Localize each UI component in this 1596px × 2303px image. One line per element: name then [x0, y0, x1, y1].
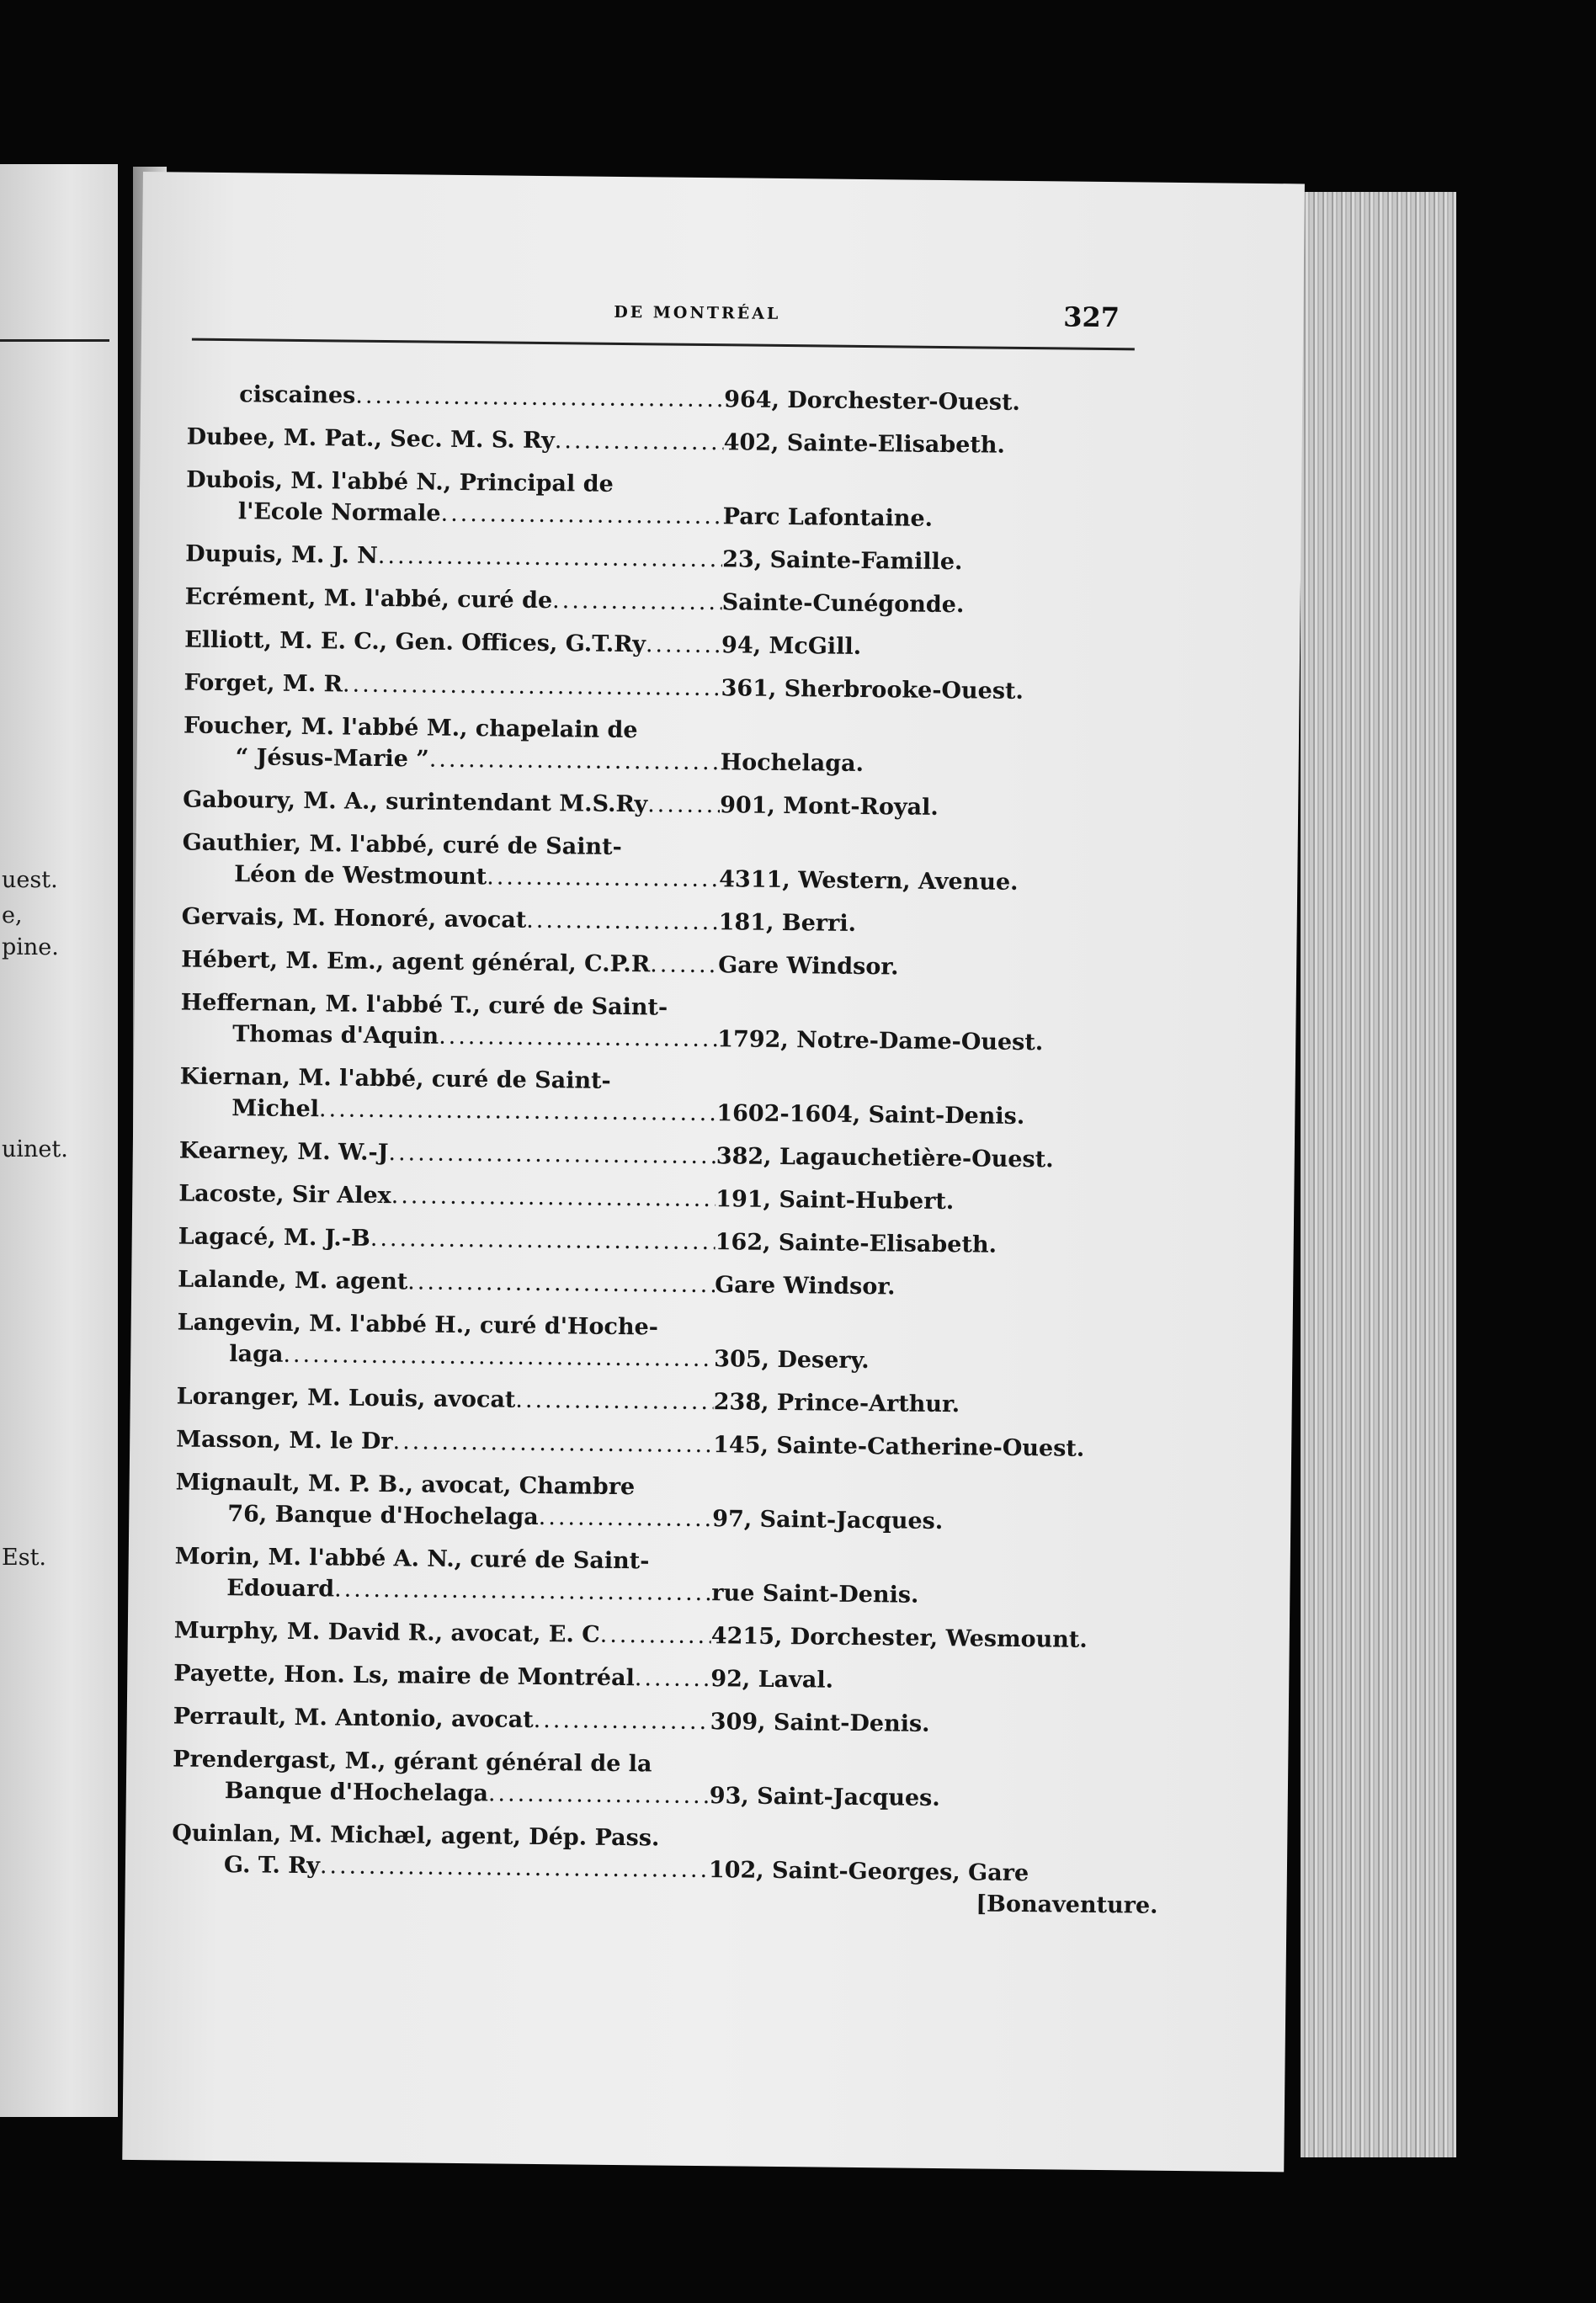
directory-entry [178, 1178, 1172, 1220]
dot-leader [526, 905, 719, 938]
dot-leader [539, 1502, 713, 1534]
entry-lead [185, 539, 722, 576]
entry-name: Lagacé, M. J.-B [178, 1223, 370, 1252]
entry-lead [174, 1614, 711, 1651]
entry-address: Gare Windsor. [715, 1272, 896, 1300]
entry-lead [178, 1178, 716, 1215]
left-page-text: uinet. [2, 1136, 68, 1162]
entry-address: 964, Dorchester-Ouest. [724, 386, 1021, 416]
entry-name: Edouard [226, 1575, 335, 1603]
directory-entry [179, 1136, 1173, 1177]
directory-entry [184, 667, 1177, 709]
entry-name: Kearney, M. W.-J [178, 1137, 389, 1167]
entry-address: 1792, Notre-Dame-Ouest. [717, 1026, 1044, 1056]
directory-entry [173, 1657, 1167, 1699]
directory-entry [179, 1061, 1173, 1134]
entry-lead [175, 1497, 712, 1534]
dot-leader [515, 1385, 714, 1417]
entry-name: Hébert, M. Em., agent général, C.P.R [181, 946, 651, 978]
dot-leader [647, 789, 720, 821]
entry-address: 901, Mont-Royal. [719, 792, 939, 821]
entry-name: l'Ecole Normale [237, 498, 441, 527]
entry-address: 361, Sherbrooke-Ouest. [721, 675, 1024, 705]
entry-name: Masson, M. le Dr [176, 1426, 393, 1455]
entry-address: 94, McGill. [721, 632, 862, 660]
entry-name-line: Gauthier, M. l'abbé, curé de Saint- [182, 829, 622, 860]
entry-address: rue Saint-Denis. [711, 1580, 919, 1609]
page-stack-edge [1301, 192, 1456, 2157]
entry-lead [173, 1657, 710, 1694]
entry-address: 402, Sainte-Elisabeth. [723, 429, 1006, 459]
entry-name: Loranger, M. Louis, avocat [176, 1383, 516, 1413]
dot-leader [392, 1426, 713, 1460]
left-page-fragment [0, 164, 118, 2117]
entry-address: 145, Sainte-Catherine-Ouest. [713, 1432, 1085, 1462]
entry-name: Gervais, M. Honoré, avocat [181, 903, 527, 933]
dot-leader [552, 585, 722, 618]
dot-leader [370, 1223, 716, 1258]
dot-leader [320, 1850, 709, 1885]
entry-address: 4311, Western, Avenue. [719, 866, 1019, 896]
entry-name: Ecrément, M. l'abbé, curé de [184, 583, 553, 614]
entry-lead [187, 422, 724, 459]
directory-entry [182, 902, 1175, 943]
entry-name: laga [229, 1341, 284, 1368]
dot-leader [650, 949, 718, 981]
dot-leader [555, 425, 724, 458]
entry-name: G. T. Ry [223, 1852, 321, 1880]
dot-leader [283, 1339, 714, 1375]
entry-name-line: Quinlan, M. Michæl, agent, Dép. Pass. [172, 1820, 660, 1852]
entry-name-line: Dubois, M. l'abbé N., Principal de [186, 466, 614, 497]
dot-leader [533, 1705, 710, 1737]
running-head: DE MONTRÉAL [614, 302, 781, 323]
left-page-text: e, [2, 902, 23, 928]
directory-entry [184, 625, 1178, 666]
entry-name: Thomas d'Aquin [232, 1021, 439, 1050]
directory-entry [175, 1466, 1169, 1539]
entry-lead [173, 1700, 710, 1737]
entry-address: 23, Sainte-Famille. [722, 546, 963, 576]
directory-entry [187, 422, 1180, 463]
left-page-text: uest. [2, 867, 58, 893]
dot-leader [646, 629, 722, 661]
entry-name-line: Kiernan, M. l'abbé, curé de Saint- [179, 1063, 611, 1094]
entry-lead [179, 1093, 716, 1130]
entry-name: Dupuis, M. J. N [185, 540, 379, 569]
directory-entry [183, 785, 1176, 826]
dot-leader [407, 1266, 715, 1300]
left-page-text: pine. [2, 934, 59, 960]
entry-name: Forget, M. R [184, 669, 343, 698]
entry-name: Lacoste, Sir Alex [178, 1180, 391, 1210]
directory-entry [177, 1307, 1171, 1380]
entry-address: Hochelaga. [720, 749, 864, 778]
entry-address: 102, Saint-Georges, Gare [708, 1857, 1029, 1887]
entry-name-line: Mignault, M. P. B., avocat, Chambre [175, 1469, 636, 1501]
dot-leader [378, 540, 723, 575]
entry-address-continuation: [Bonaventure. [976, 1891, 1158, 1919]
directory-entry [185, 539, 1178, 580]
dot-leader [319, 1093, 717, 1129]
entry-lead [181, 944, 718, 981]
entry-name: Dubee, M. Pat., Sec. M. S. Ry [186, 423, 555, 455]
entry-address: 309, Saint-Denis. [710, 1709, 930, 1737]
dot-leader [600, 1620, 711, 1651]
entry-lead [178, 1264, 715, 1301]
directory-entry [173, 1743, 1167, 1816]
entry-lead [185, 582, 722, 619]
entry-lead [186, 496, 723, 533]
directory-entry [173, 1700, 1167, 1742]
entry-lead [173, 1774, 710, 1811]
entry-name: ciscaines [239, 381, 356, 409]
dot-leader [488, 1778, 710, 1811]
directory-entry [177, 1380, 1170, 1422]
entry-address: Sainte-Cunégonde. [721, 589, 965, 619]
directory-entry [174, 1540, 1168, 1613]
dot-leader [334, 1573, 712, 1609]
entry-name: Payette, Hon. Ls, maire de Montréal [173, 1660, 635, 1692]
entry-address: Gare Windsor. [718, 952, 899, 981]
dot-leader [429, 744, 721, 779]
directory-entry [181, 944, 1174, 986]
entry-lead [177, 1338, 714, 1375]
entry-lead [187, 379, 724, 416]
entry-name-line: Heffernan, M. l'abbé T., curé de Saint- [180, 989, 668, 1021]
entry-name: Michel [231, 1095, 320, 1123]
directory-entry [184, 710, 1178, 783]
entry-name: Lalande, M. agent [178, 1266, 408, 1295]
entry-name-line: Langevin, M. l'abbé H., curé d'Hoche- [177, 1309, 659, 1341]
entry-name: Elliott, M. E. C., Gen. Offices, G.T.Ry [184, 626, 646, 658]
entry-lead [182, 902, 719, 939]
entry-lead [180, 1019, 717, 1056]
entry-address: 92, Laval. [710, 1666, 834, 1694]
dot-leader [487, 861, 719, 895]
entry-address: 1602-1604, Saint-Denis. [716, 1100, 1025, 1130]
directory-entry [171, 1817, 1165, 1921]
book-page [122, 172, 1305, 2172]
entry-address: 162, Sainte-Elisabeth. [715, 1229, 998, 1258]
entry-name: Murphy, M. David R., avocat, E. C [173, 1617, 600, 1648]
directory-entry [178, 1264, 1171, 1306]
entry-lead [184, 742, 721, 779]
entry-name-line: Morin, M. l'abbé A. N., curé de Saint- [174, 1543, 650, 1575]
dot-leader [388, 1137, 716, 1172]
entry-name: “ Jésus-Marie ” [235, 744, 429, 773]
entry-address: 181, Berri. [718, 909, 857, 937]
directory-entry [182, 827, 1176, 900]
directory-entry [185, 582, 1178, 623]
directory-list [171, 379, 1180, 1933]
directory-entry [178, 1221, 1172, 1263]
entry-lead [177, 1380, 714, 1417]
dot-leader [355, 380, 724, 416]
entry-lead [184, 667, 721, 705]
entry-name: Perrault, M. Antonio, avocat [173, 1703, 534, 1733]
entry-lead [184, 625, 721, 662]
left-page-text: Est. [2, 1545, 46, 1571]
directory-entry [174, 1614, 1168, 1656]
entry-address: 97, Saint-Jacques. [712, 1506, 944, 1535]
entry-name: Léon de Westmount [234, 861, 487, 891]
directory-entry [187, 379, 1180, 420]
entry-address: Parc Lafontaine. [722, 503, 934, 532]
dot-leader [439, 1021, 717, 1055]
entry-name-line: Foucher, M. l'abbé M., chapelain de [183, 712, 638, 744]
entry-name: Banque d'Hochelaga [224, 1778, 489, 1807]
entry-name: Gaboury, M. A., surintendant M.S.Ry [183, 786, 648, 818]
entry-name: 76, Banque d'Hochelaga [227, 1501, 539, 1531]
directory-entry [180, 987, 1174, 1060]
entry-lead [179, 1136, 716, 1173]
entry-address: 93, Saint-Jacques. [709, 1783, 940, 1812]
entry-lead [174, 1572, 711, 1609]
left-page-rule [0, 339, 109, 342]
page-number: 327 [1063, 301, 1120, 334]
header-rule [192, 338, 1135, 351]
directory-entry [176, 1423, 1169, 1465]
entry-lead [178, 1221, 716, 1258]
entry-address: 191, Saint-Hubert. [716, 1186, 955, 1215]
dot-leader [635, 1662, 711, 1694]
entry-lead [176, 1423, 713, 1460]
entry-lead [182, 859, 719, 896]
entry-address: 305, Desery. [714, 1346, 870, 1375]
entry-address: 4215, Dorchester, Wesmount. [710, 1623, 1088, 1653]
entry-address: 382, Lagauchetière-Ouest. [716, 1143, 1054, 1173]
entry-address: 238, Prince-Arthur. [713, 1389, 960, 1418]
dot-leader [440, 498, 723, 533]
directory-entry [186, 465, 1180, 537]
dot-leader [343, 669, 721, 705]
dot-leader [391, 1180, 716, 1215]
entry-lead [183, 785, 720, 822]
entry-name-line: Prendergast, M., gérant général de la [173, 1746, 652, 1778]
